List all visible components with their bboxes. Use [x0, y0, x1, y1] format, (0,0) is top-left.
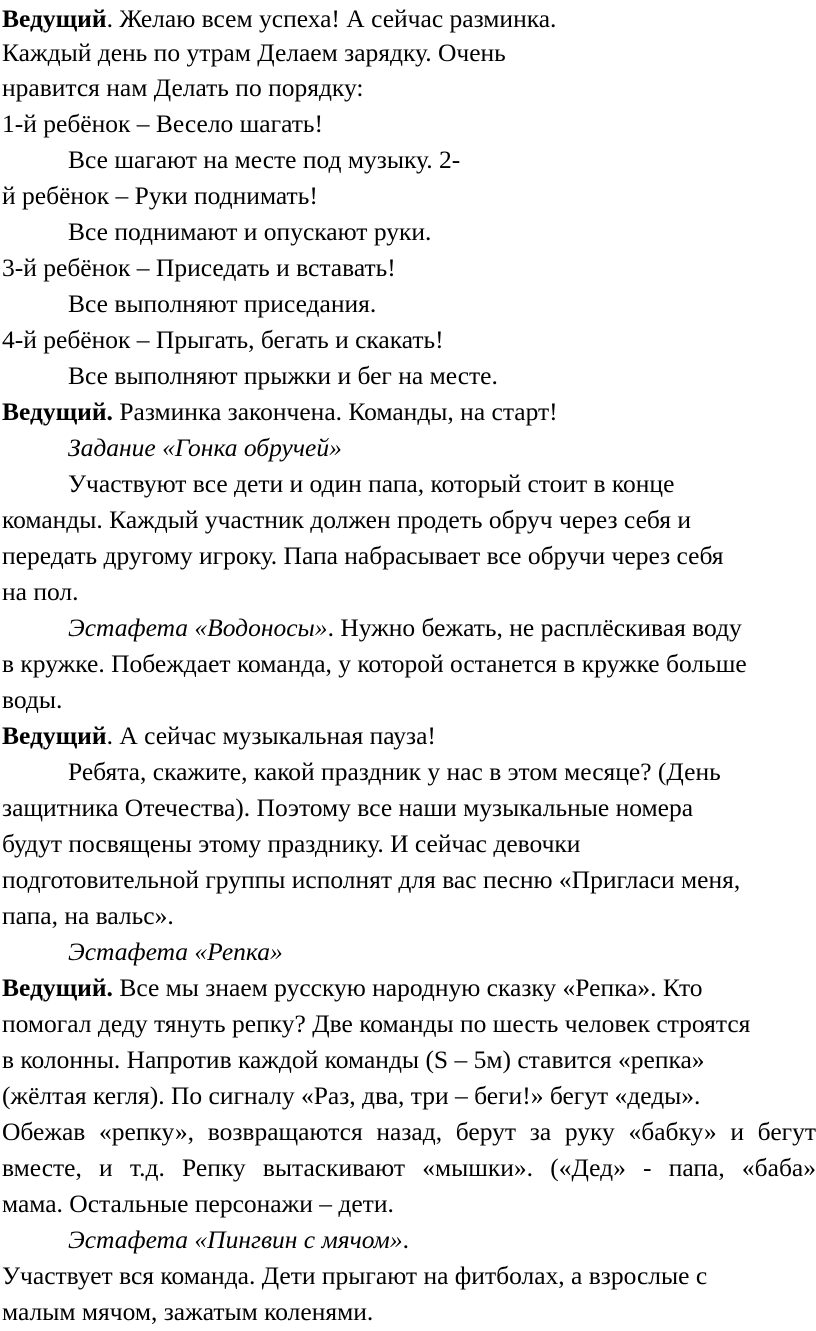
text-line: Все шагают на месте под музыку. 2-: [68, 145, 461, 174]
text-line: мама. Остальные персонажи – дети.: [2, 1189, 394, 1218]
text-line: Ведущий. А сейчас музыкальная пауза!: [2, 721, 436, 750]
text-line: папа, на вальс».: [2, 901, 174, 930]
text-line: Все выполняют приседания.: [68, 289, 377, 318]
text-line: вместе, и т.д. Репку вытаскивают «мышки». («Дед» - папа, «баба»: [2, 1153, 816, 1182]
text-line: Участвуют все дети и один папа, который стоит в конце: [68, 469, 675, 498]
speaker-label: Ведущий.: [2, 397, 113, 426]
text-line: помогал деду тянуть репку? Две команды по шесть человек строятся: [2, 1009, 751, 1038]
text-line: 3-й ребёнок – Приседать и вставать!: [2, 253, 396, 282]
text-line: нравится нам Делать по порядку:: [2, 73, 364, 102]
text-line: Ведущий. Разминка закончена. Команды, на старт!: [2, 397, 558, 426]
text-line: й ребёнок – Руки поднимать!: [2, 181, 318, 210]
task-heading: Задание «Гонка обручей»: [68, 433, 342, 462]
text-line: в кружке. Побеждает команда, у которой останется в кружке больше: [2, 649, 747, 678]
task-heading: Эстафета «Пингвин с мячом»: [68, 1225, 403, 1254]
text-line: на пол.: [2, 577, 79, 606]
task-heading: Эстафета «Водоносы»: [68, 613, 328, 642]
text-line: Каждый день по утрам Делаем зарядку. Очень: [2, 38, 506, 67]
text-line: Обежав «репку», возвращаются назад, берут за руку «бабку» и бегут: [2, 1117, 816, 1146]
speaker-label: Ведущий.: [2, 973, 113, 1002]
text-line: передать другому игроку. Папа набрасывает все обручи через себя: [2, 541, 724, 570]
text-line: команды. Каждый участник должен продеть обруч через себя и: [2, 505, 691, 534]
text-line: Ведущий. Все мы знаем русскую народную сказку «Репка». Кто: [2, 973, 703, 1002]
text-line: Эстафета «Водоносы». Нужно бежать, не расплёскивая воду: [68, 613, 742, 642]
text-line: малым мячом, зажатым коленями.: [2, 1297, 374, 1326]
text-line: Ведущий. Желаю всем успеха! А сейчас разминка.: [2, 4, 557, 33]
text-line: Все выполняют прыжки и бег на месте.: [68, 361, 498, 390]
speaker-label: Ведущий: [2, 721, 107, 750]
task-heading: Эстафета «Репка»: [68, 937, 283, 966]
text-line: будут посвящены этому празднику. И сейчас девочки: [2, 829, 581, 858]
text-line: (жёлтая кегля). По сигналу «Раз, два, три – беги!» бегут «деды».: [2, 1081, 701, 1110]
speaker-label: Ведущий: [2, 4, 107, 33]
text-line: Все поднимают и опускают руки.: [68, 217, 432, 246]
text-line: Ребята, скажите, какой праздник у нас в этом месяце? (День: [68, 757, 721, 786]
text-line: подготовительной группы исполнят для вас песню «Пригласи меня,: [2, 865, 741, 894]
text-line: 4-й ребёнок – Прыгать, бегать и скакать!: [2, 325, 444, 354]
text-line: 1-й ребёнок – Весело шагать!: [2, 109, 324, 138]
text-line: Эстафета «Пингвин с мячом».: [68, 1225, 409, 1254]
text-line: воды.: [2, 685, 63, 714]
text-line: защитника Отечества). Поэтому все наши музыкальные номера: [2, 793, 694, 822]
text-line: Участвует вся команда. Дети прыгают на фитболах, а взрослые с: [2, 1261, 708, 1290]
text-line: в колонны. Напротив каждой команды (S – 5м) ставится «репка»: [2, 1045, 705, 1074]
